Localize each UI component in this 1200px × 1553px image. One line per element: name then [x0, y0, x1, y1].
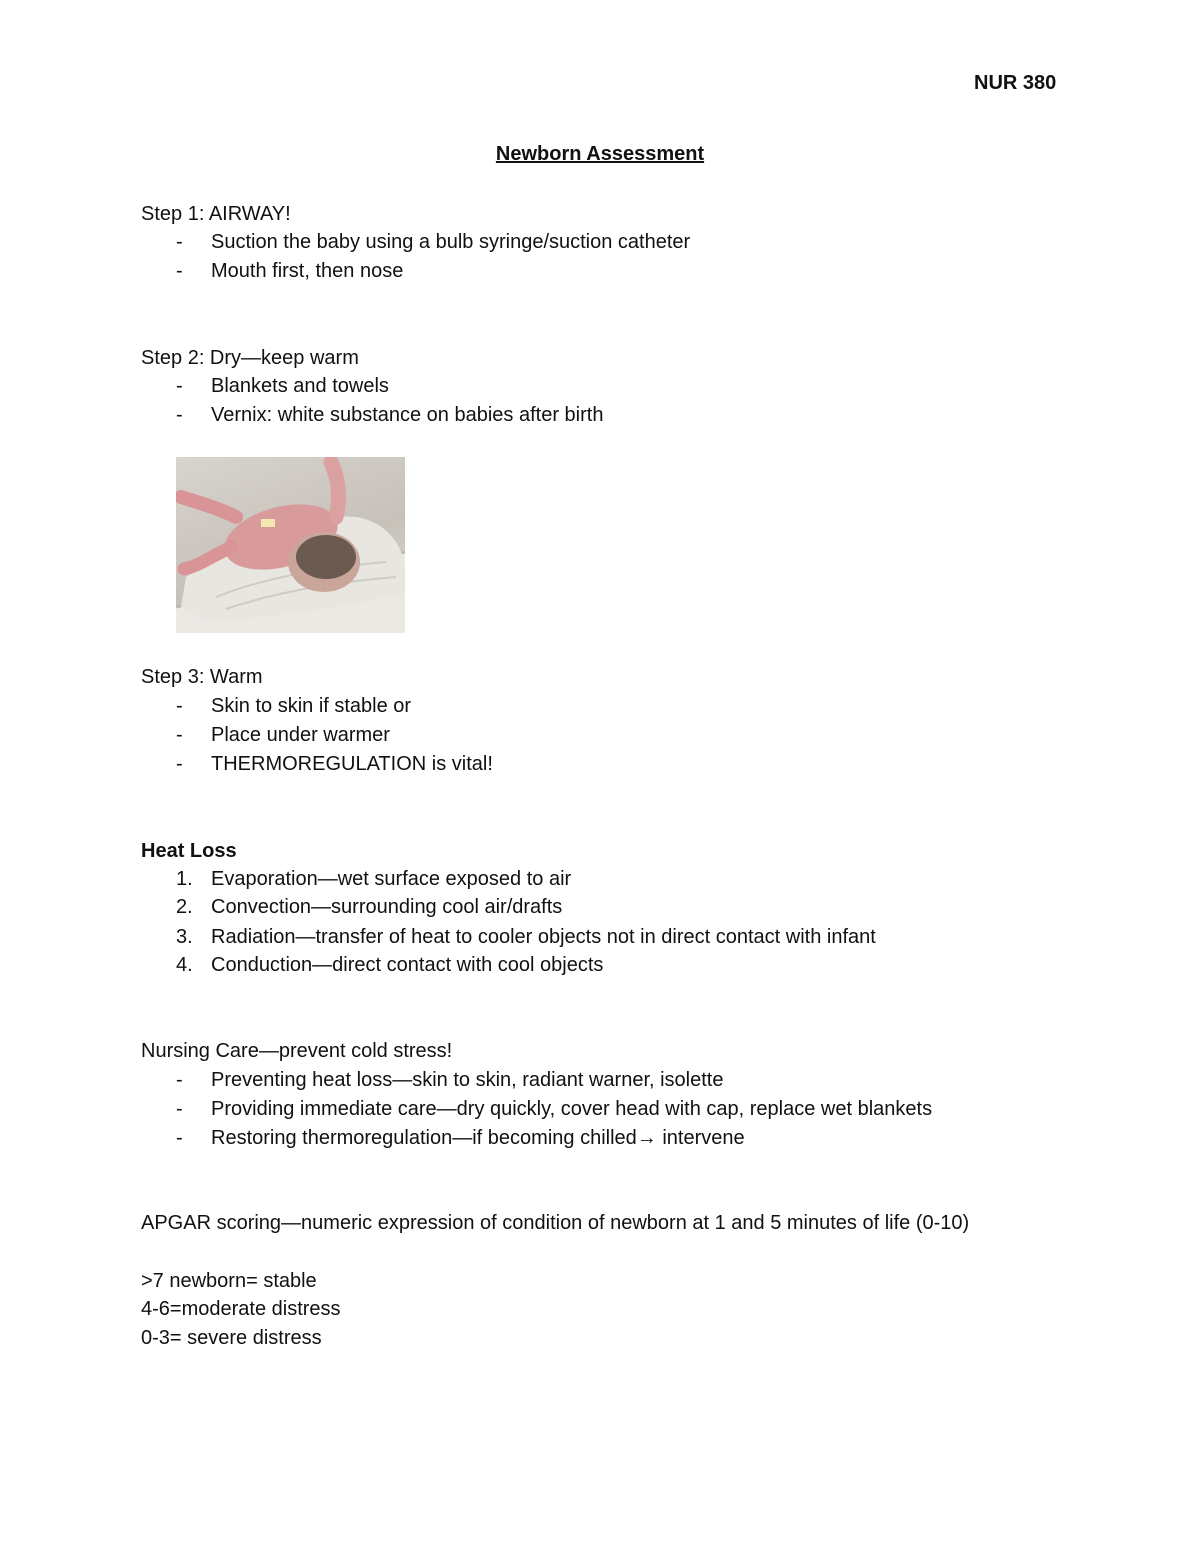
list-item: - Skin to skin if stable or — [176, 695, 412, 717]
list-item: 1. Evaporation—wet surface exposed to air — [176, 868, 572, 890]
list-item-text: Providing immediate care—dry quickly, cover head with cap, replace wet blankets — [211, 1098, 933, 1120]
list-item-text: Restoring thermoregulation—if becoming chilled→ intervene — [211, 1127, 745, 1149]
apgar-range: >7 newborn= stable — [141, 1270, 317, 1292]
apgar-range: 4-6=moderate distress — [141, 1298, 341, 1320]
step3-heading: Step 3: Warm — [141, 666, 263, 688]
list-item: - THERMOREGULATION is vital! — [176, 753, 493, 775]
list-item: - Place under warmer — [176, 724, 390, 746]
list-item-text: Convection—surrounding cool air/drafts — [211, 896, 563, 918]
list-item-text: Skin to skin if stable or — [211, 695, 412, 717]
list-item: 2. Convection—surrounding cool air/drafts — [176, 896, 563, 918]
list-item: - Preventing heat loss—skin to skin, radiant warner, isolette — [176, 1069, 724, 1091]
step2-heading: Step 2: Dry—keep warm — [141, 347, 359, 369]
list-item: - Vernix: white substance on babies after birth — [176, 404, 604, 426]
newborn-photo — [176, 457, 405, 633]
nursing-care-heading: Nursing Care—prevent cold stress! — [141, 1040, 453, 1062]
page-title: Newborn Assessment — [495, 143, 705, 165]
list-item-text: THERMOREGULATION is vital! — [211, 753, 493, 775]
list-item: 3. Radiation—transfer of heat to cooler objects not in direct contact with infant — [176, 926, 876, 948]
list-item: - Blankets and towels — [176, 375, 389, 397]
course-code: NUR 380 — [974, 72, 1057, 94]
list-item-text: Radiation—transfer of heat to cooler objects not in direct contact with infant — [211, 926, 876, 948]
list-item: 4. Conduction—direct contact with cool objects — [176, 954, 604, 976]
list-item-text: Place under warmer — [211, 724, 390, 746]
apgar-definition: APGAR scoring—numeric expression of condition of newborn at 1 and 5 minutes of life (0-10) — [141, 1212, 970, 1234]
list-item-text: Blankets and towels — [211, 375, 389, 397]
heat-loss-heading: Heat Loss — [141, 840, 237, 862]
apgar-range: 0-3= severe distress — [141, 1327, 322, 1349]
list-item-text: Conduction—direct contact with cool objects — [211, 954, 604, 976]
list-item-text: Vernix: white substance on babies after birth — [211, 404, 604, 426]
list-item-text: Evaporation—wet surface exposed to air — [211, 868, 572, 890]
list-item-text: Mouth first, then nose — [211, 260, 404, 282]
list-item: - Providing immediate care—dry quickly, cover head with cap, replace wet blankets — [176, 1098, 933, 1120]
list-item: - Mouth first, then nose — [176, 260, 404, 282]
step1-heading: Step 1: AIRWAY! — [141, 203, 291, 225]
list-item: - Suction the baby using a bulb syringe/suction catheter — [176, 231, 691, 253]
list-item: - Restoring thermoregulation—if becoming chilled→ intervene — [176, 1127, 745, 1149]
list-item-text: Suction the baby using a bulb syringe/suction catheter — [211, 231, 691, 253]
list-item-text: Preventing heat loss—skin to skin, radiant warner, isolette — [211, 1069, 724, 1091]
